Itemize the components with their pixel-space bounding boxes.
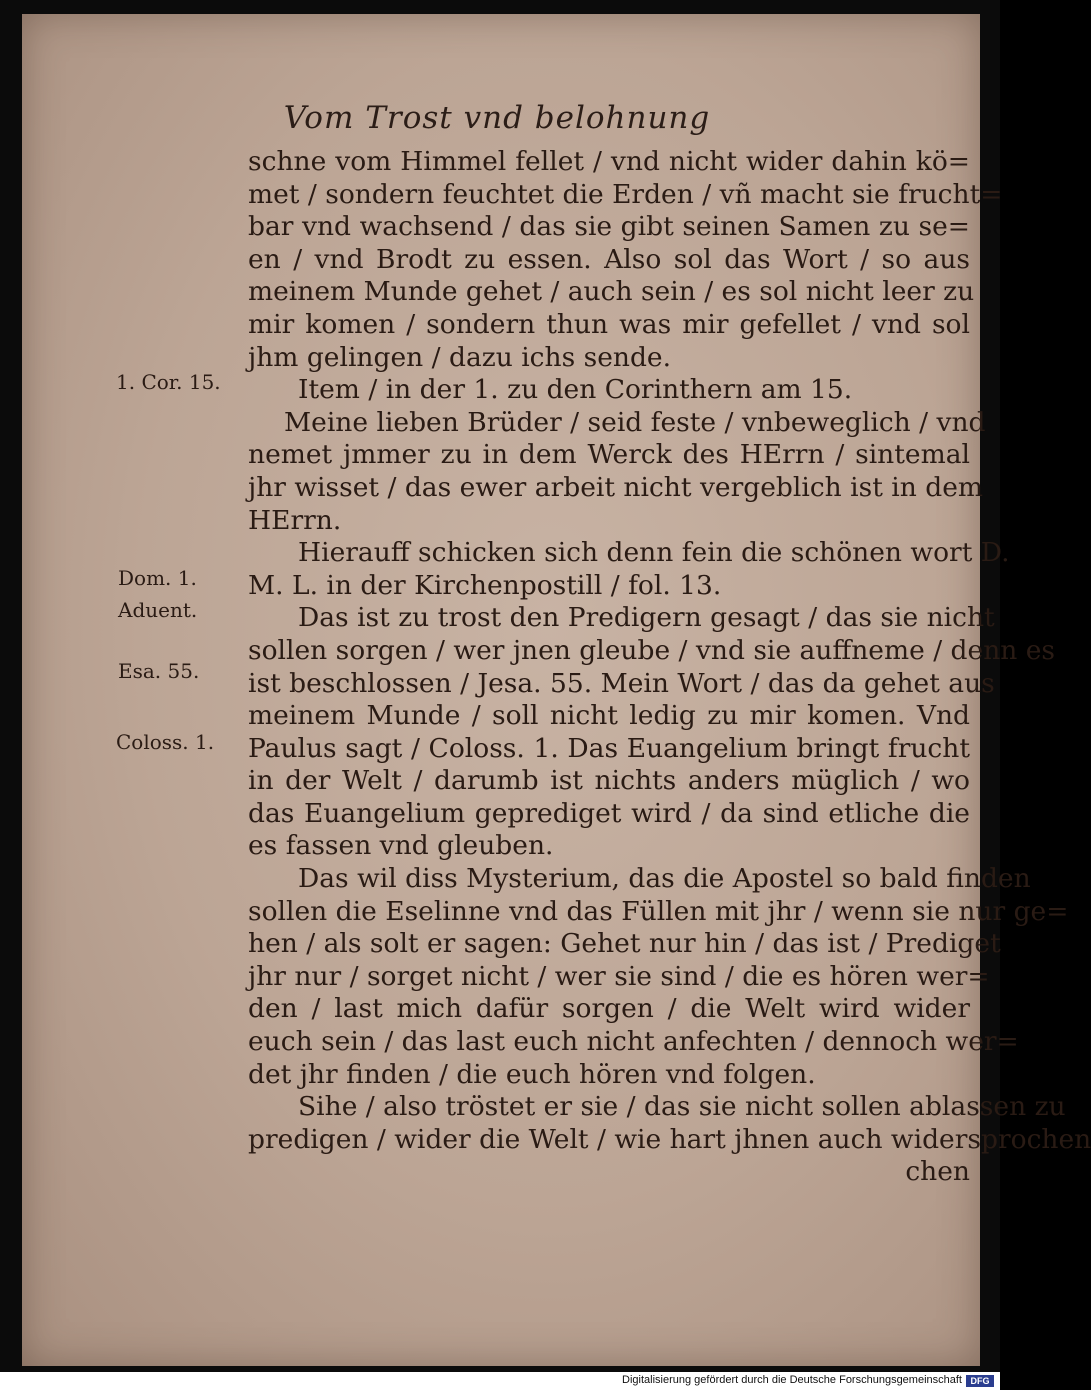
text-line: jhm gelingen / dazu ichs sende. xyxy=(248,341,672,373)
text-line: ist beschlossen / Jesa. 55. Mein Wort / das da gehet aus xyxy=(248,667,995,699)
text-line: schne vom Himmel fellet / vnd nicht wider dahin kö= xyxy=(248,146,970,177)
text-line: hen / als solt er sagen: Gehet nur hin / das ist / Prediget xyxy=(248,928,1001,960)
catchword: chen xyxy=(905,1156,970,1188)
text-line: M. L. in der Kirchenpostill / fol. 13. xyxy=(248,569,722,601)
text-line: Sihe / also tröstet er sie / das sie nicht sollen ablassen zu xyxy=(298,1091,1066,1123)
text-line: jhr nur / sorget nicht / wer sie sind / die es hören wer= xyxy=(248,960,990,992)
margin-note: Aduent. xyxy=(118,598,198,622)
text-line: Meine lieben Brüder / seid feste / vnbeweglich / vnd xyxy=(284,406,986,438)
text-line: den / last mich dafür sorgen / die Welt wird wider xyxy=(248,993,970,1025)
text-line: Das wil diss Mysterium, das die Apostel so bald finden xyxy=(298,863,1031,895)
text-line: predigen / wider die Welt / wie hart jhnen auch widersprochen xyxy=(248,1123,1091,1155)
footer-bar xyxy=(0,1372,1000,1390)
text-line: sollen die Eselinne vnd das Füllen mit jhr / wenn sie nur ge= xyxy=(248,895,1069,927)
text-line: Hierauff schicken sich denn fein die schönen wort D. xyxy=(298,537,1010,569)
running-head: Vom Trost vnd belohnung xyxy=(283,100,711,136)
text-line: es fassen vnd gleuben. xyxy=(248,830,554,862)
text-line: met / sondern feuchtet die Erden / vñ macht sie frucht= xyxy=(248,178,1003,210)
text-line: nemet jmmer zu in dem Werck des HErrn / sintemal xyxy=(248,439,970,471)
text-line: in der Welt / darumb ist nichts anders müglich / wo xyxy=(248,765,970,797)
text-line: Paulus sagt / Coloss. 1. Das Euangelium bringt frucht xyxy=(248,732,970,764)
text-line: det jhr finden / die euch hören vnd folgen. xyxy=(248,1058,816,1090)
text-line: meinem Munde / soll nicht ledig zu mir komen. Vnd xyxy=(248,700,970,732)
text-line: meinem Munde gehet / auch sein / es sol nicht leer zu xyxy=(248,276,975,308)
funding-credit: Digitalisierung gefördert durch die Deutsche Forschungsgemeinschaft xyxy=(622,1374,962,1386)
margin-note: Esa. 55. xyxy=(118,659,200,683)
margin-note: 1. Cor. 15. xyxy=(116,370,221,394)
body-text xyxy=(248,146,1091,1189)
text-line: das Euangelium geprediget wird / da sind etliche die xyxy=(248,797,970,829)
text-line: jhr wisset / das ewer arbeit nicht vergeblich ist in dem xyxy=(248,471,984,503)
text-line: sollen sorgen / wer jnen gleube / vnd sie auffneme / denn es xyxy=(248,634,1056,666)
citation-heading: Item / in der 1. zu den Corinthern am 15. xyxy=(298,374,853,406)
text-line: en / vnd Brodt zu essen. Also sol das Wort / so aus xyxy=(248,243,970,275)
text-line: bar vnd wachsend / das sie gibt seinen Samen zu se= xyxy=(248,211,970,243)
margin-note: Dom. 1. xyxy=(118,566,197,590)
text-line: HErrn. xyxy=(248,504,342,536)
dfg-logo-icon: DFG xyxy=(966,1375,994,1387)
book-page xyxy=(22,14,1091,1366)
text-line: mir komen / sondern thun was mir gefellet / vnd sol xyxy=(248,308,970,340)
text-line: Das ist zu trost den Predigern gesagt / das sie nicht xyxy=(298,602,995,634)
text-line: euch sein / das last euch nicht anfechten / dennoch wer= xyxy=(248,1026,1019,1058)
margin-note: Coloss. 1. xyxy=(116,730,215,754)
